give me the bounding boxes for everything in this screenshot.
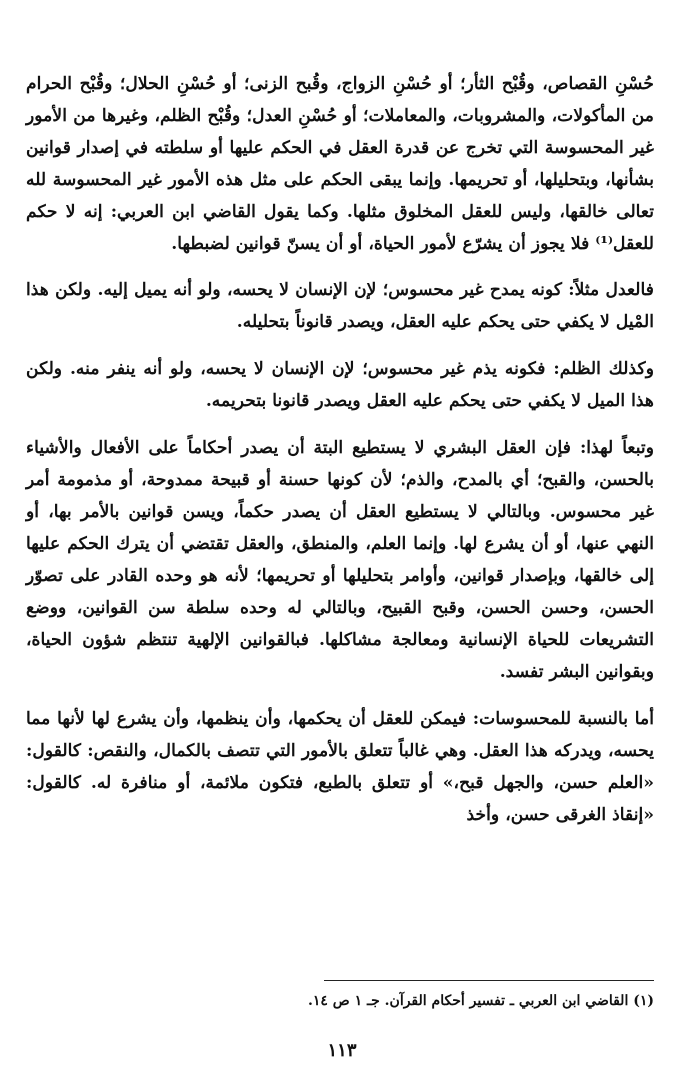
page-number: ١١٣ (327, 1040, 357, 1061)
footnote-divider (324, 980, 654, 981)
paragraph-1: حُسْنِ القصاص، وقُبْح الثأر؛ أو حُسْنِ الزواج، وقُبح الزنى؛ أو حُسْنِ الحلال؛ وقُبْح الحرام من المأكولات، والمشروبات، والمعاملات؛ أو حُسْنِ العدل؛ وقُبْح الظلم، وغيرها من الأمور غير المحسوسة التي تخرج عن قدرة العقل في الحكم عليها أو سلطته في إصدار قوانين بشأنها، وبتحليلها، أو تحريمها. وإنما يبقى الحكم على مثل هذه الأمور غير المحسوسة لله تعالى خالقها، وليس للعقل المخلوق مثلها. وكما يقول القاضي ابن العربي: إنه لا حكم للعقل⁽¹⁾ فلا يجوز أن يشرّع لأمور الحياة، أو أن يسنّ قوانين لضبطها. (26, 74, 654, 254)
paragraph-4: وتبعاً لهذا: فإن العقل البشري لا يستطيع البتة أن يصدر أحكاماً على الأفعال والأشياء بالحسن، والقبح؛ أي بالمدح، والذم؛ لأن كونها حسنة أو قبيحة ممدوحة، أو مذمومة أمر غير محسوس. وبالتالي لا يستطيع العقل أن يصدر حكماً، ويسن قوانين بالأمر بها، أو النهي عنها، أو أن يشرع لها. وإنما العلم، والمنطق، والعقل تقتضي أن يترك الحكم عليها إلى خالقها، وبإصدار قوانين، وأوامر بتحليلها أو تحريمها؛ لأنه هو وحده القادر على تصوّر الحسن، وحسن الحسن، وقبح القبيح، وبالتالي له وحده سلطة سن القوانين، ووضع التشريعات للحياة الإنسانية ومعالجة مشاكلها. فبالقوانين الإلهية تنتظم شؤون الحياة، وبقوانين البشر تفسد. (26, 438, 654, 682)
footnote: (١) القاضي ابن العربي ـ تفسير أحكام القرآن. جـ ١ ص ١٤. (308, 993, 654, 1009)
paragraph-2: فالعدل مثلاً: كونه يمدح غير محسوس؛ لإن الإنسان لا يحسه، ولو أنه يميل إليه. ولكن هذا المْيل لا يكفي حتى يحكم عليه العقل، ويصدر قانوناً بتحليله. (26, 280, 654, 332)
paragraph-5: أما بالنسبة للمحسوسات: فيمكن للعقل أن يحكمها، وأن ينظمها، وأن يشرع لها لأنها مما يحسه، ويدركه هذا العقل. وهي غالباً تتعلق بالأمور التي تتصف بالكمال، والنقص: كالقول: «العلم حسن، والجهل قبح،» أو تتعلق بالطبع، فتكون ملائمة، أو منافرة له. كالقول: «إنقاذ الغرقى حسن، وأخذ (26, 709, 654, 825)
paragraph-3: وكذلك الظلم: فكونه يذم غير محسوس؛ لإن الإنسان لا يحسه، ولو أنه ينفر منه. ولكن هذا الميل لا يكفي حتى يحكم عليه العقل ويصدر قانونا بتحريمه. (26, 359, 654, 411)
